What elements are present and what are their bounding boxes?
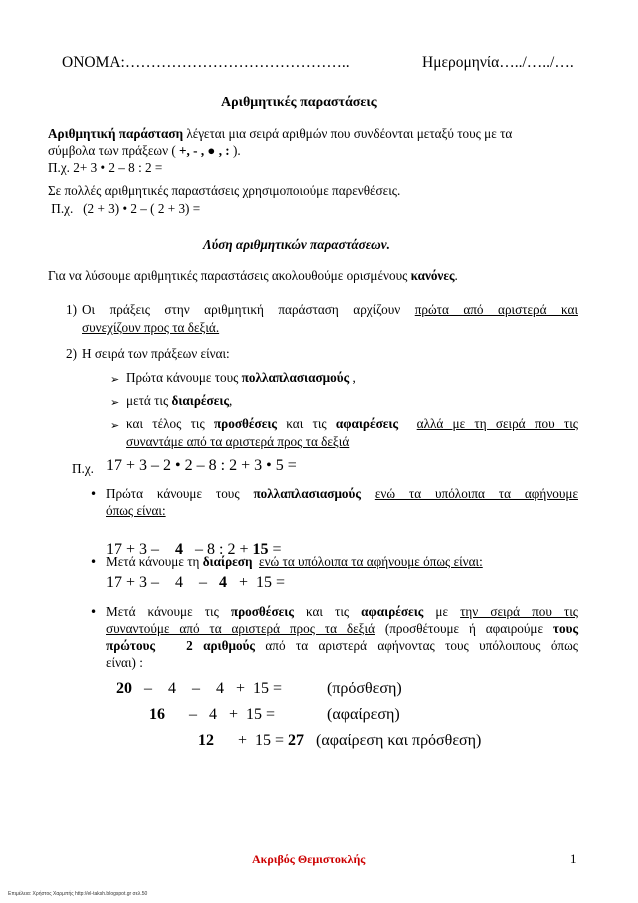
example-expression: 17 + 3 – 2 • 2 – 8 : 2 + 3 • 5 = [106,457,297,474]
step-3-bold-4: πρώτους 2 αριθμούς [106,638,255,653]
definition-line-2 [48,143,241,159]
step-3-with: με [423,604,461,619]
step-1-text: Πρώτα κάνουμε τους [106,486,254,501]
step-3-mid: και τις [293,604,362,619]
step-3-underline-2: συναντούμε από τα αριστερά προς τα δεξιά [106,621,375,636]
rule-2-sub-1 [126,370,356,386]
calc-3-result: 27 [288,732,305,749]
page-title: Αριθμητικές παραστάσεις [221,95,377,110]
sub-2-text: μετά τις [126,393,172,408]
step-3-line-2 [106,621,578,637]
author-name: Ακριβός Θεμιστοκλής [252,852,366,866]
rule-1-underline-1: πρώτα από αριστερά και [414,302,578,317]
expr-1-part-c: – 8 : 2 + [195,541,249,558]
rule-2-sub-3-line-2: συναντάμε από τα αριστερά προς τα δεξιά [126,434,350,449]
rules-keyword: κανόνες [410,268,455,283]
calc-line-3 [198,732,481,750]
example-1: Π.χ. 2+ 3 • 2 – 8 : 2 = [48,160,163,175]
step-3-rest: από τα αριστερά αφήνοντας τους υπόλοιπους όπως [255,638,578,653]
calc-1-note: (πρόσθεση) [327,680,402,697]
section-title: Λύση αριθμητικών παραστάσεων. [203,237,390,252]
rule-1-number: 1) [66,302,77,317]
step-1-line-2: όπως είναι: [106,503,166,518]
sub-3-underline-1: αλλά με τη σειρά που τις [416,416,579,431]
sub-2-bold: διαιρέσεις [171,393,230,408]
date-line: Ημερομηνία…../…../…. [422,54,574,71]
expr-2-part-c: + 15 = [239,574,286,591]
step-1-underline-1: ενώ τα υπόλοιπα τα αφήνουμε [374,486,579,501]
definition-term: Αριθμητική παράσταση [48,126,184,141]
calc-1-number: 20 [116,680,132,697]
step-3-line-3 [106,638,578,654]
bullet-icon: • [90,555,98,569]
calc-line-1 [116,680,282,698]
definition-line-1 [48,126,578,142]
calc-2-note: (αφαίρεση) [327,706,400,723]
calc-3-note: (αφαίρεση και πρόσθεση) [316,732,482,749]
calc-3-number: 12 [198,732,214,749]
rule-1-line-2: συνεχίζουν προς τα δεξιά. [82,320,220,335]
rules-intro [48,268,458,284]
rule-2-sub-3-line-1 [126,416,578,432]
expr-2-part-a: 17 + 3 – 4 – [106,574,208,591]
sub-3-bold-2: αφαιρέσεις [335,416,399,431]
operation-symbols: +, - , ● , : [179,143,233,158]
calc-2-number: 16 [149,706,165,723]
example-2: Π.χ. (2 + 3) • 2 – ( 2 + 3) = [48,201,201,216]
step-2-text: Μετά κάνουμε τη [106,554,203,569]
expr-1-product-2: 15 [252,541,269,558]
name-line: ΟΝΟΜΑ:…………………………………….. [62,54,350,71]
rule-1-line-1 [82,302,578,318]
sub-1-end: , [349,370,356,385]
example-label: Π.χ. [72,461,94,476]
credits: Επιμέλεια: Χρήστος Χαρμπής http://el-taksh.blogspot.gr σελ.50 [8,891,148,897]
step-1-line-1 [106,486,578,502]
bullet-icon: • [90,487,98,501]
expr-1-product-1: 4 [175,541,184,558]
step-2-underline: ενώ τα υπόλοιπα τα αφήνουμε όπως είναι: [259,554,483,569]
sub-3-bold-1: προσθέσεις [213,416,277,431]
sub-1-text: Πρώτα κάνουμε τους [126,370,242,385]
step-3-underline-1: την σειρά που τις [460,604,578,619]
expression-2 [106,574,285,592]
step-3-bold-3: τους [552,621,579,636]
calc-2-rest: – 4 + 15 = [189,706,276,723]
sub-3-text: και τέλος τις [126,416,214,431]
step-3-bold-2: αφαιρέσεις [361,604,424,619]
arrow-bullet-icon: ➢ [110,373,120,386]
calc-3-rest: + 15 = [238,732,285,749]
sub-3-mid: και τις [276,416,336,431]
step-3-line-4: είναι) : [106,655,143,670]
calc-line-2 [149,706,275,724]
expr-1-part-a: 17 + 3 – [106,541,160,558]
calc-1-rest: – 4 – 4 + 15 = [144,680,283,697]
arrow-bullet-icon: ➢ [110,396,120,409]
rules-intro-end: . [454,268,458,283]
step-3-paren: (προσθέτουμε ή αφαιρούμε [374,621,553,636]
definition-text-1: λέγεται μια σειρά αριθμών που συνδέονται μεταξύ τους με τα [183,126,513,141]
expr-1-equals: = [272,541,282,558]
expr-2-quotient: 4 [219,574,228,591]
step-2-bold: διαίρεση [202,554,253,569]
page-number: 1 [570,851,577,866]
rule-2-text: Η σειρά των πράξεων είναι: [82,346,230,361]
sub-2-end: , [229,393,233,408]
rule-2-number: 2) [66,346,77,361]
step-3-text: Μετά κάνουμε τις [106,604,231,619]
step-1-bold: πολλαπλασιασμούς [253,486,361,501]
arrow-bullet-icon: ➢ [110,419,120,432]
step-3-bold-1: προσθέσεις [230,604,294,619]
rules-intro-text: Για να λύσουμε αριθμητικές παραστάσεις ακολουθούμε ορισμένους [48,268,411,283]
rule-1-text: Οι πράξεις στην αριθμητική παράσταση αρχίζουν [82,302,415,317]
step-3-line-1 [106,604,578,620]
definition-text-2a: σύμβολα των πράξεων ( [48,143,180,158]
parentheses-text: Σε πολλές αριθμητικές παραστάσεις χρησιμοποιούμε παρενθέσεις. [48,183,401,198]
rule-2-sub-2 [126,393,232,409]
sub-1-bold: πολλαπλασιασμούς [241,370,350,385]
bullet-icon: • [90,605,98,619]
step-2-line [106,554,483,570]
definition-text-2b: ). [232,143,241,158]
